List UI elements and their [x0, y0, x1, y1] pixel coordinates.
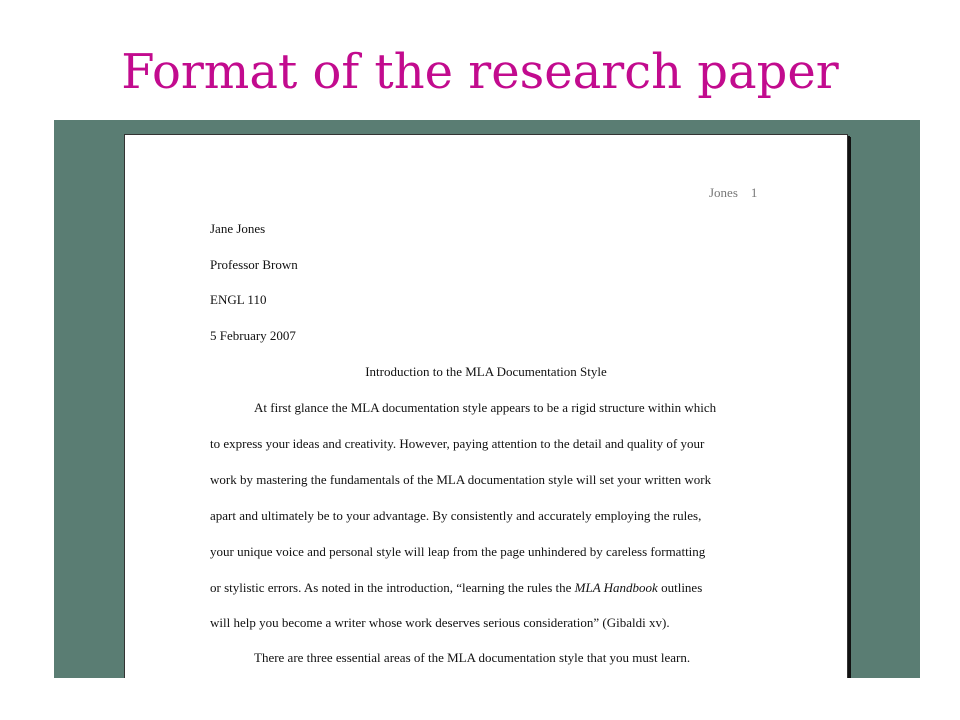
- heading-instructor: Professor Brown: [210, 257, 298, 272]
- paper-title: Introduction to the MLA Documentation Style: [365, 364, 607, 379]
- header-name: Jones: [709, 185, 738, 200]
- slide-title: Format of the research paper: [121, 44, 839, 100]
- body-line: your unique voice and personal style will leap from the page unhindered by careless formatting: [210, 544, 706, 559]
- body-line: At first glance the MLA documentation style appears to be a rigid structure within which: [254, 400, 717, 415]
- body-line-text: outlines: [657, 580, 703, 595]
- body-line: to express your ideas and creativity. However, paying attention to the detail and quality of your: [210, 436, 705, 451]
- body-line-text: or stylistic errors. As noted in the introduction, “learning the rules the: [210, 580, 575, 595]
- header-page-number: 1: [750, 185, 758, 200]
- body-line: apart and ultimately be to your advantage. By consistently and accurately employing the rules,: [210, 508, 702, 523]
- body-line: work by mastering the fundamentals of the MLA documentation style will set your written work: [210, 472, 712, 487]
- running-header: [709, 185, 757, 201]
- book-title-italic: MLA Handbook: [574, 580, 658, 595]
- heading-author: Jane Jones: [210, 221, 266, 236]
- heading-course: ENGL 110: [210, 292, 267, 307]
- body-line: [210, 580, 702, 596]
- body-line: will help you become a writer whose work deserves serious consideration” (Gibaldi xv).: [210, 615, 670, 630]
- body-line: There are three essential areas of the MLA documentation style that you must learn.: [254, 650, 691, 665]
- document-frame: [54, 120, 920, 678]
- heading-date: 5 February 2007: [210, 328, 296, 343]
- paper-page: [124, 134, 848, 678]
